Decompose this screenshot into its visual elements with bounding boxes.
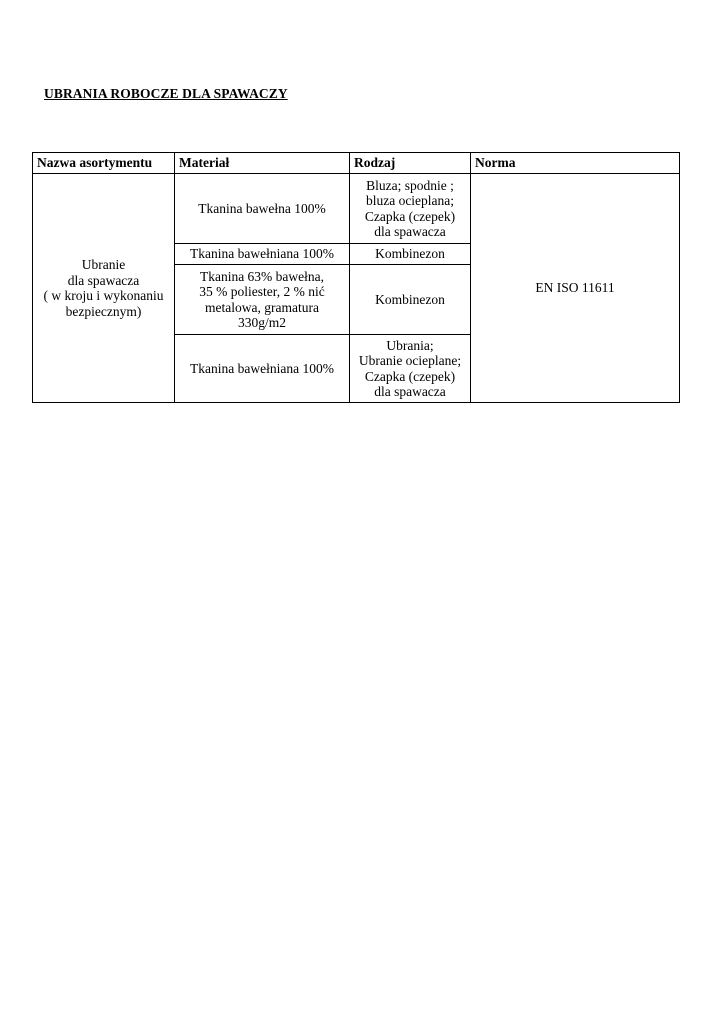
- rodzaj-cell: [350, 244, 471, 265]
- material-cell: [175, 244, 350, 265]
- rodzaj-line: Czapka (czepek): [364, 208, 456, 224]
- rodzaj-line: Kombinezon: [375, 246, 445, 262]
- material-line: Tkanina bawełna 100%: [198, 200, 326, 216]
- rodzaj-line: Ubrania;: [386, 337, 434, 353]
- material-line: 35 % poliester, 2 % nić: [199, 284, 325, 299]
- header-rodzaj: Rodzaj: [350, 153, 471, 174]
- material-cell: [175, 335, 350, 403]
- rodzaj-line: Kombinezon: [375, 291, 445, 307]
- page-title: UBRANIA ROBOCZE DLA SPAWACZY: [44, 86, 288, 101]
- material-line: metalowa, gramatura: [205, 299, 319, 315]
- header-norma: Norma: [471, 153, 680, 174]
- assortment-name-line: Ubranie: [81, 257, 126, 272]
- rodzaj-line: Czapka (czepek): [364, 368, 456, 384]
- assortment-name-cell: [33, 174, 175, 403]
- rodzaj-line: Ubranie ocieplane;: [358, 353, 462, 368]
- material-cell: [175, 265, 350, 335]
- assortment-name-line: ( w kroju i wykonaniu: [43, 288, 164, 303]
- material-line: 330g/m2: [237, 315, 286, 330]
- assortment-name-line: bezpiecznym): [65, 303, 142, 319]
- rodzaj-line: dla spawacza: [374, 384, 446, 399]
- header-nazwa-asortymentu: Nazwa asortymentu: [33, 153, 175, 174]
- assortment-table: [32, 152, 680, 403]
- material-line: Tkanina bawełniana 100%: [190, 360, 334, 376]
- rodzaj-cell: [350, 265, 471, 335]
- rodzaj-cell: [350, 335, 471, 403]
- header-material: Materiał: [175, 153, 350, 174]
- assortment-name-line: dla spawacza: [67, 272, 140, 288]
- material-line: Tkanina bawełniana 100%: [190, 246, 334, 262]
- table-header-row: [33, 153, 680, 174]
- rodzaj-line: Bluza; spodnie ;: [366, 177, 454, 193]
- rodzaj-line: bluza ocieplana;: [365, 193, 455, 208]
- material-line: Tkanina 63% bawełna,: [199, 268, 325, 284]
- rodzaj-line: dla spawacza: [374, 224, 446, 239]
- material-cell: [175, 174, 350, 244]
- table-row: [33, 174, 680, 244]
- norma-cell: EN ISO 11611: [471, 174, 680, 403]
- rodzaj-cell: [350, 174, 471, 244]
